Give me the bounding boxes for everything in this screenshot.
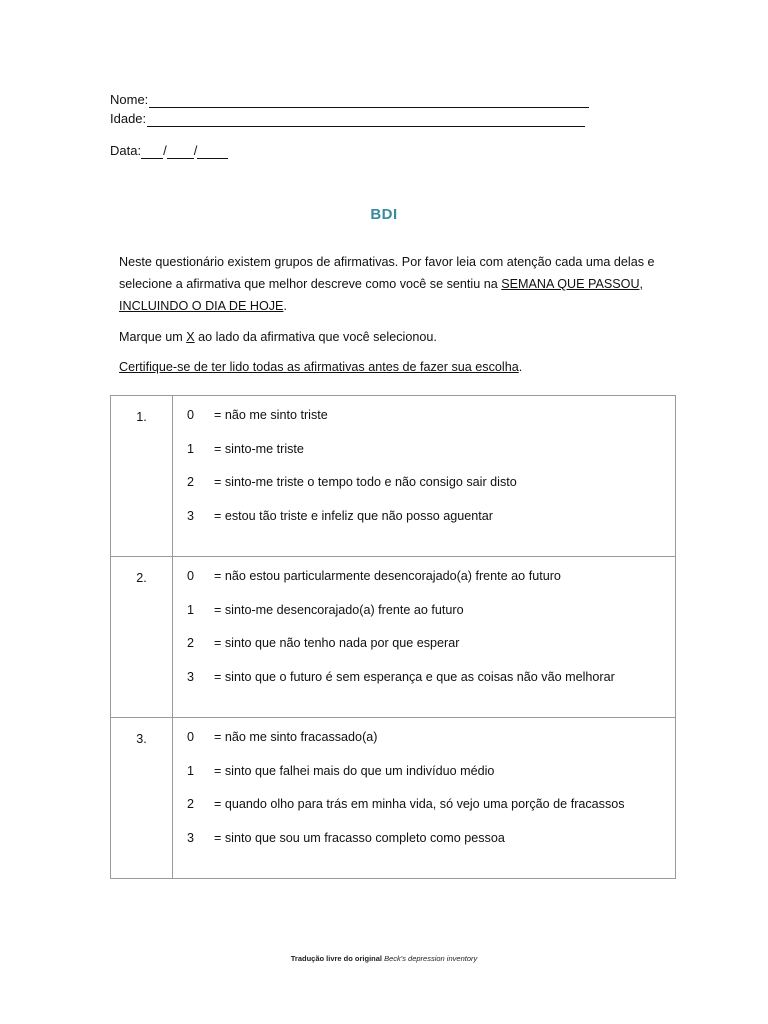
question-number: 3. bbox=[111, 718, 173, 879]
instructions-warning: Certifique-se de ter lido todas as afirmativas antes de fazer sua escolha bbox=[119, 360, 519, 374]
question-row bbox=[111, 718, 676, 879]
option-score: 2 bbox=[187, 475, 195, 489]
option-item[interactable] bbox=[187, 670, 675, 704]
instructions-paragraph-2 bbox=[119, 326, 669, 348]
date-field[interactable] bbox=[110, 143, 228, 159]
date-day-blank[interactable] bbox=[141, 145, 163, 159]
option-text: = quando olho para trás em minha vida, só vejo uma porção de fracassos bbox=[214, 797, 625, 811]
question-options bbox=[173, 557, 676, 718]
option-item[interactable] bbox=[187, 442, 675, 476]
option-text: = sinto-me triste o tempo todo e não consigo sair disto bbox=[214, 475, 517, 489]
option-item[interactable] bbox=[187, 569, 675, 603]
option-item[interactable] bbox=[187, 603, 675, 637]
option-score: 1 bbox=[187, 763, 195, 778]
option-score: 0 bbox=[187, 569, 195, 583]
option-text: = sinto-me desencorajado(a) frente ao futuro bbox=[214, 602, 464, 617]
option-score: 2 bbox=[187, 636, 195, 650]
instructions-period: . bbox=[518, 360, 523, 374]
name-blank-line[interactable] bbox=[149, 94, 589, 108]
option-text: = não me sinto triste bbox=[214, 408, 328, 422]
option-item[interactable] bbox=[187, 408, 675, 442]
option-score: 3 bbox=[187, 830, 195, 845]
option-text: = sinto-me triste bbox=[214, 441, 304, 456]
date-label: Data: bbox=[110, 143, 142, 158]
option-item[interactable] bbox=[187, 636, 675, 670]
name-label: Nome: bbox=[110, 92, 149, 107]
option-item[interactable] bbox=[187, 764, 675, 798]
instructions-period: . bbox=[283, 299, 287, 313]
option-item[interactable] bbox=[187, 475, 675, 509]
option-text: = sinto que falhei mais do que um indivíduo médio bbox=[214, 763, 495, 778]
date-year-blank[interactable] bbox=[197, 145, 228, 159]
question-number: 2. bbox=[111, 557, 173, 718]
option-score: 3 bbox=[187, 508, 195, 523]
option-item[interactable] bbox=[187, 831, 675, 865]
question-options bbox=[173, 396, 676, 557]
option-item[interactable] bbox=[187, 797, 675, 831]
option-score: 3 bbox=[187, 669, 195, 684]
question-number: 1. bbox=[111, 396, 173, 557]
date-separator: / bbox=[163, 143, 167, 158]
question-options bbox=[173, 718, 676, 879]
instructions-emphasis: SEMANA QUE PASSOU, INCLUINDO O DIA DE HOJE bbox=[119, 277, 644, 313]
date-separator: / bbox=[193, 143, 198, 158]
option-text: = sinto que o futuro é sem esperança e que as coisas não vão melhorar bbox=[214, 669, 615, 684]
instructions-paragraph-1 bbox=[119, 251, 669, 317]
age-label: Idade: bbox=[110, 111, 147, 126]
option-text: = estou tão triste e infeliz que não posso aguentar bbox=[214, 508, 493, 523]
instructions-paragraph-3 bbox=[119, 356, 669, 378]
option-text: = não estou particularmente desencorajado(a) frente ao futuro bbox=[214, 569, 561, 583]
option-score: 2 bbox=[187, 797, 195, 811]
option-score: 1 bbox=[187, 441, 195, 456]
date-month-blank[interactable] bbox=[167, 145, 194, 159]
instructions bbox=[119, 251, 669, 378]
question-row bbox=[111, 557, 676, 718]
instructions-x-mark: X bbox=[186, 330, 195, 344]
instructions-text: Marque um bbox=[119, 330, 187, 344]
option-text: = sinto que sou um fracasso completo como pessoa bbox=[214, 830, 505, 845]
instructions-text: ao lado da afirmativa que você selecionou. bbox=[194, 330, 437, 344]
footer-credit bbox=[0, 954, 768, 963]
age-field[interactable] bbox=[110, 111, 585, 127]
option-item[interactable] bbox=[187, 509, 675, 543]
option-score: 0 bbox=[187, 730, 195, 744]
option-score: 1 bbox=[187, 602, 195, 617]
option-text: = sinto que não tenho nada por que esperar bbox=[214, 636, 460, 650]
option-item[interactable] bbox=[187, 730, 675, 764]
age-blank-line[interactable] bbox=[147, 113, 585, 127]
footer-source: Beck's depression inventory bbox=[384, 954, 478, 963]
questions-table bbox=[110, 395, 676, 879]
option-score: 0 bbox=[187, 408, 195, 422]
name-field[interactable] bbox=[110, 92, 589, 108]
instructions-text: Neste questionário existem grupos de afirmativas. Por favor leia com atenção cada uma delas e selecione a afirmativa que melhor descreve como você se sentiu na bbox=[119, 255, 655, 291]
footer-prefix: Tradução livre do original bbox=[290, 954, 385, 963]
question-row bbox=[111, 396, 676, 557]
option-text: = não me sinto fracassado(a) bbox=[214, 730, 378, 744]
document-title: BDI bbox=[370, 206, 398, 223]
